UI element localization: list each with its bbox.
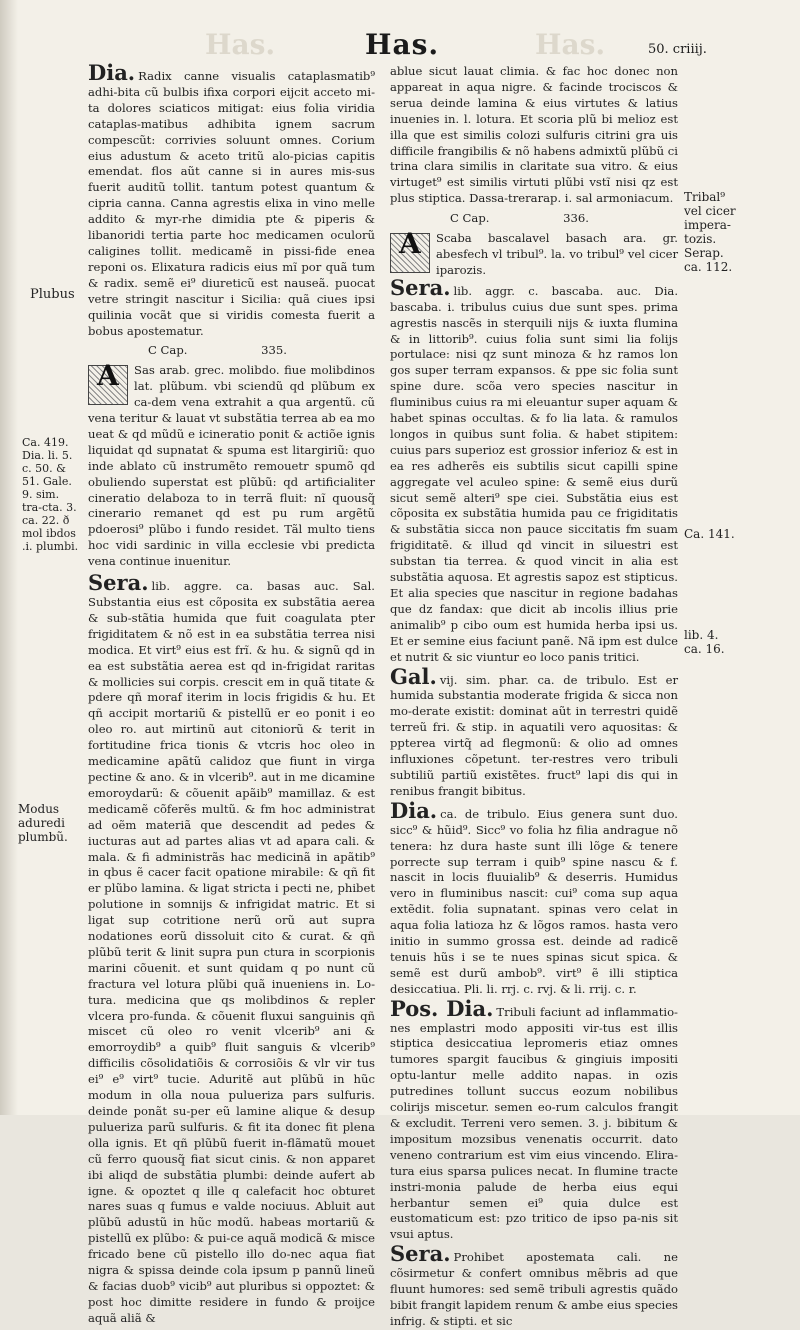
paragraph-ablue — [390, 64, 678, 207]
paragraph-sera — [88, 570, 375, 1327]
section-lead: Dia. — [88, 60, 136, 85]
left-column — [88, 60, 375, 1327]
paragraph-asas — [88, 359, 375, 570]
paragraph-posdia — [390, 995, 678, 1244]
paragraph-text: Prohibet apostemata cali. ne cõsirmetur & confert omnibus mẽbris ad que fluunt humores: sed semẽ tribuli agrestis quãdo bibit frangit lapidem renum & ambe eius species infrig. & stipti. et sic — [390, 1250, 678, 1328]
paragraph-dia — [390, 797, 678, 998]
margin-note-plumbus: Plubus — [30, 287, 75, 302]
paragraph-text: Sas arab. grec. molibdo. fiue molibdinos lat. plũbum. vbi sciendũ qd plũbum ex ca-dem vena extrahit a qua argentũ. cũ vena teritur & lauat vt substãtia terrea ab ea mo ueat & qd mũdũ e icineratio ponit & actiõe ignis liquidat qd supnatat & spuma est litargiriũ: quo inde ablato cũ instrumẽto remouetr spumõ qd obuliendo superstat est plũbũ: qd artificialiter cineratio delaboza to in terrã fluit: nĩ quousq̃ cinerario remanet qd est pu rum argẽtũ pdoerosi⁹ plũbo i fundo residet. Tãl multo tiens hoc vidi sardinic in villa ecclesie vbi predicta vena continue inuenitur. — [88, 363, 375, 569]
folio-number: 50. criiij. — [648, 42, 707, 57]
section-lead: Sera. — [390, 274, 451, 300]
section-lead: Pos. Dia. — [390, 995, 494, 1021]
chapter-heading: C Cap. 336. — [450, 211, 589, 226]
paragraph-text: Radix canne visualis cataplasmatib⁹ adhi-bita cũ bulbis ifixa corpori eijcit acceto mi-ta dolores sciaticos mitigat: eius folia viridia cataplas-matibus adhibita ignem sacrum compescũt: corrivies soluunt omnes. Corium eius adustum & aceto tritũ alo-picias capitis emendat. flos aũt canne si in aures mis-sus fuerit auditũ tollit. tantum potest quantum & cipria canna. Canna agrestis elixa in vino melle addito & myr-rhe dimidia pte & piperis & libanoridi tertia parte hoc medicamen oculorũ caligines tollit. medicamẽ in pissi-fide enea reponi os. Elixatura radicis eius mĩ por quã tum & radix. semẽ ei⁹ diureticũ est nauseã. puocat vetre stringit nascitur i Sicilia: quã ciues ipsi quilinia vocãt que si viridis comesta fuerit a bobus apostematur. — [88, 69, 375, 338]
bleed-through-text: Has. — [535, 28, 606, 61]
paragraph-text: vij. sim. phar. ca. de tribulo. Est er humida substantia moderate frigida & sicca non mo-derate existit: dominat aũt in terrestri quidẽ terreũ fri. & stip. in aquatili vero aquositas: & ppterea virtq̃ ad flegmonũ: & olio ad omnes influxiones cõpetunt. ter-restres vero tribuli subtiliũ partiũ existẽtes. fruct⁹ lapi dis qui in renibus frangit bibitus. — [390, 672, 678, 798]
right-column — [390, 64, 678, 1330]
decorated-initial: A — [88, 365, 128, 405]
paragraph-text: ablue sicut lauat climia. & fac hoc donec non appareat in aqua nigre. & facinde trociscos & serua deinde lamina & eius virtutes & latius inuenies in. l. lotura. Et scoria plũ bi melioz est illa que est similis colozi sulfuris citrini gra uis difficile frangibilis & nõ habens admixtũ plũbũ ci trina clara similis in claritate sua vitro. & eius virtuget⁹ est similis virtuti plũbi vstĩ nisi qz est plus stiptica. Dassa-trerarap. i. sal armoniacum. — [390, 64, 678, 206]
section-lead: Dia. — [390, 797, 438, 823]
paragraph-text: lib. aggre. ca. basas auc. Sal. Substantia eius est cõposita ex substãtia aerea & sub-stãtia humida que fuit coagulata pter frigiditatem & nõ est in ea substãtia terrea nisi modica. Et virt⁹ eius est frĩ. & hu. & signũ qd in ea est substãtia aerea est qd in-frigidat raritas & mollicies sui corpis. crescit em in quã titate & pdere qñ moraf iterim in locis frigidis & hu. Et qñ accipit mortariũ & pistellũ er eo ponit i eo oleo ro. aut mirtinũ aut citoniorũ & terit in fortitudine frica tionis & vtcris hoc oleo in medicamine apãtũ calidoz que fiunt in virga pectine & ano. & in vlcerib⁹. aut in me dicamine emoroydarũ: & cõuenit apãib⁹ mamillaz. & est medicamẽ cõferẽs multũ. & fm hoc administrat ad oẽm materiã que descendit ad pedes & iucturas aut ad partes alias vt ad apara cali. & mala. & fi administrãs hac medicinã in apãtib⁹ in qbus ẽ cacer facit opatione mirabile: & qñ fit er plũbo lamina. & ligat stricta i pecti ne, phibet polutione in somnijs & infrigidat matric. Et si ligat sup cotritione nerũ orũ aut supra nodationes eorũ dissoluit cito & curat. & qñ plũbũ terit & linit supra pun ctura in scorpionis marini cõuenit. et sunt quidam q po nunt cũ fractura vel lotura plũbi quã inueniens in. Lo-tura. medicina que qs molibdinos & repler vlcera pro-funda. & cõuenit fluxui sanguinis qñ miscet cũ oleo ro venit vlcerib⁹ ani & emorroydib⁹ a quib⁹ fluit sanguis & vlcerib⁹ difficilis cõsolidatiõis & corrosiõis & vlr vir tus ei⁹ e⁹ virt⁹ tucie. Aduritẽ aut plũbũ in hũc modum in olla noua pulueriza pars sulfuris. deinde ponãt su-per eũ lamine alique & desup pulueriza parũ sulfuris. & fit ita donec fit plena olla ignis. Et qñ plũbũ fuerit in-flãmatũ mouet cũ ferro quousq̃ fiat sicut cinis. & non apparet ibi aliqd de substãtia plumbi: deinde aufert ab igne. & opoztet q ille q calefacit hoc obturet nares suas q fumus e valde nociuus. Abluit aut plũbũ adustũ in hũc modũ. habeas mortariũ & pistellũ ex plũbo: & pui-ce aquã modicã & misce fricado bene cũ pistello illo do-nec aqua fiat nigra & spissa deinde cola ipsum p pannũ lineũ & facias duob⁹ vicib⁹ aut pluribus si oppoztet: & post hoc dimitte residere in fundo & proijce aquã aliã & — [88, 579, 375, 1325]
paragraph-gal — [390, 663, 678, 800]
margin-note-ca141: Ca. 141. — [684, 527, 735, 541]
section-lead: Gal. — [390, 663, 437, 689]
page-title: Has. — [365, 28, 440, 61]
margin-note-modus: Modus aduredi plumbũ. — [18, 802, 68, 844]
paragraph-text: Tribuli faciunt ad inflammatio-nes emplastri modo appositi vir-tus est illis stiptica desiccatiua lepromeris etiaz omnes tumores spargit faucibus & gingiuis impositi optu-lantur melle addito napas. in ozis putredines tollunt succus eozum nobilibus colirijs miscetur. semen eo-rum calculos frangit & excludit. Terreni vero semen. 3. j. bibitum & impositum mozsibus venenatis occurrit. dato veneno contrarium est vim eius vincendo. Elira-tura eius sparsa pulices necat. In flumine tracte instri-monia palude de herba eius equi herbantur semen ei⁹ quia dulce est eustomaticum est: pzo tritico de ipso pa-nis sit vsui aptus. — [390, 1004, 678, 1242]
paragraph-text: ca. de tribulo. Eius genera sunt duo. sicc⁹ & hũid⁹. Sicc⁹ vo folia hz filia andrague nõ tenera: hz dura haste sunt illi lõge & tenere porrecte sup terram i quib⁹ spine nascu & f. nascit in locis fluuialib⁹ & deserris. Humidus vero in fluminibus nascit: cui⁹ coma sup aqua extẽdit. folia supnatant. spinas vero celat in aqua folia latioza hz & lõgos ramos. hasta vero initio in summo grossa est. deinde ad radicẽ tenuis hũs i se te nues spinas sicut spica. & semẽ est durũ ambob⁹. virt⁹ ẽ illi stiptica desiccatiua. Pli. li. rrj. c. rvj. & li. rrij. c. r. — [390, 806, 678, 996]
paragraph-sera — [390, 1241, 678, 1330]
paragraph-sera — [390, 274, 678, 666]
paragraph-text: Scaba bascalavel basach ara. gr. abesfech vl tribul⁹. la. vo tribul⁹ vel cicer iparozis. — [436, 231, 678, 277]
decorated-initial: A — [390, 233, 430, 273]
paragraph-radix — [88, 60, 375, 339]
section-lead: Sera. — [88, 570, 149, 596]
margin-note-references: Ca. 419. Dia. li. 5. c. 50. & 51. Gale. 9. sim. tra-cta. 3. ca. 22. ð mol ibdos .i. plumbi. — [22, 436, 79, 553]
margin-note-tribulus: Tribal⁹ vel cicer impera-tozis. Serap. ca. 112. — [684, 190, 736, 274]
chapter-heading: C Cap. 335. — [148, 343, 287, 358]
paragraph-text: lib. aggr. c. bascaba. auc. Dia. bascaba. i. tribulus cuius due sunt spes. prima agrestis nascẽs in sterquili nijs & iuxta flumina & in littorib⁹. cuius folia sunt simi lia folijs portulace: nisi qz sunt minoza & hz ramos lon gos super terram expansos. & ppe sic folia sunt spine dure. scõa vero species nascitur in fluminibus cuius ra mi eleuantur super aquam & habet spinas occultas. & fo lia lata. & ramulos longos in quibus sunt folia. & habet stipitem: cuius pars superioz est grossior inferioz & est in ea res adherẽs eis subtilis sicut capilli spine aggregate vel aculeo spine: & semẽ eius durũ sicut semẽ alteri⁹ spe ciei. Substãtia eius est cõposita ex substãtia humida pau ce frigiditatis & substãtia sicca non pauce siccitatis fm suam frigiditatẽ. & illud qd vincit in siluestri est substan tia terrea. & quod vincit in alia est substãtia aquosa. Et agrestis sapoz est stipticus. Et alia species que nascitur in regione badahas que dz fandax: que dicit ab incolis illius prie animalib⁹ p cibo oum est humida herba ipsi us. Et er semine eius faciunt panẽ. Nã ipm est dulce et nutrit & sic viuntur eo loco panis tritici. — [390, 283, 678, 664]
section-lead: Sera. — [390, 1241, 451, 1267]
paragraph-ascaba — [390, 227, 678, 279]
bleed-through-text: Has. — [205, 28, 276, 61]
margin-note-lib4: lib. 4. ca. 16. — [684, 628, 725, 656]
